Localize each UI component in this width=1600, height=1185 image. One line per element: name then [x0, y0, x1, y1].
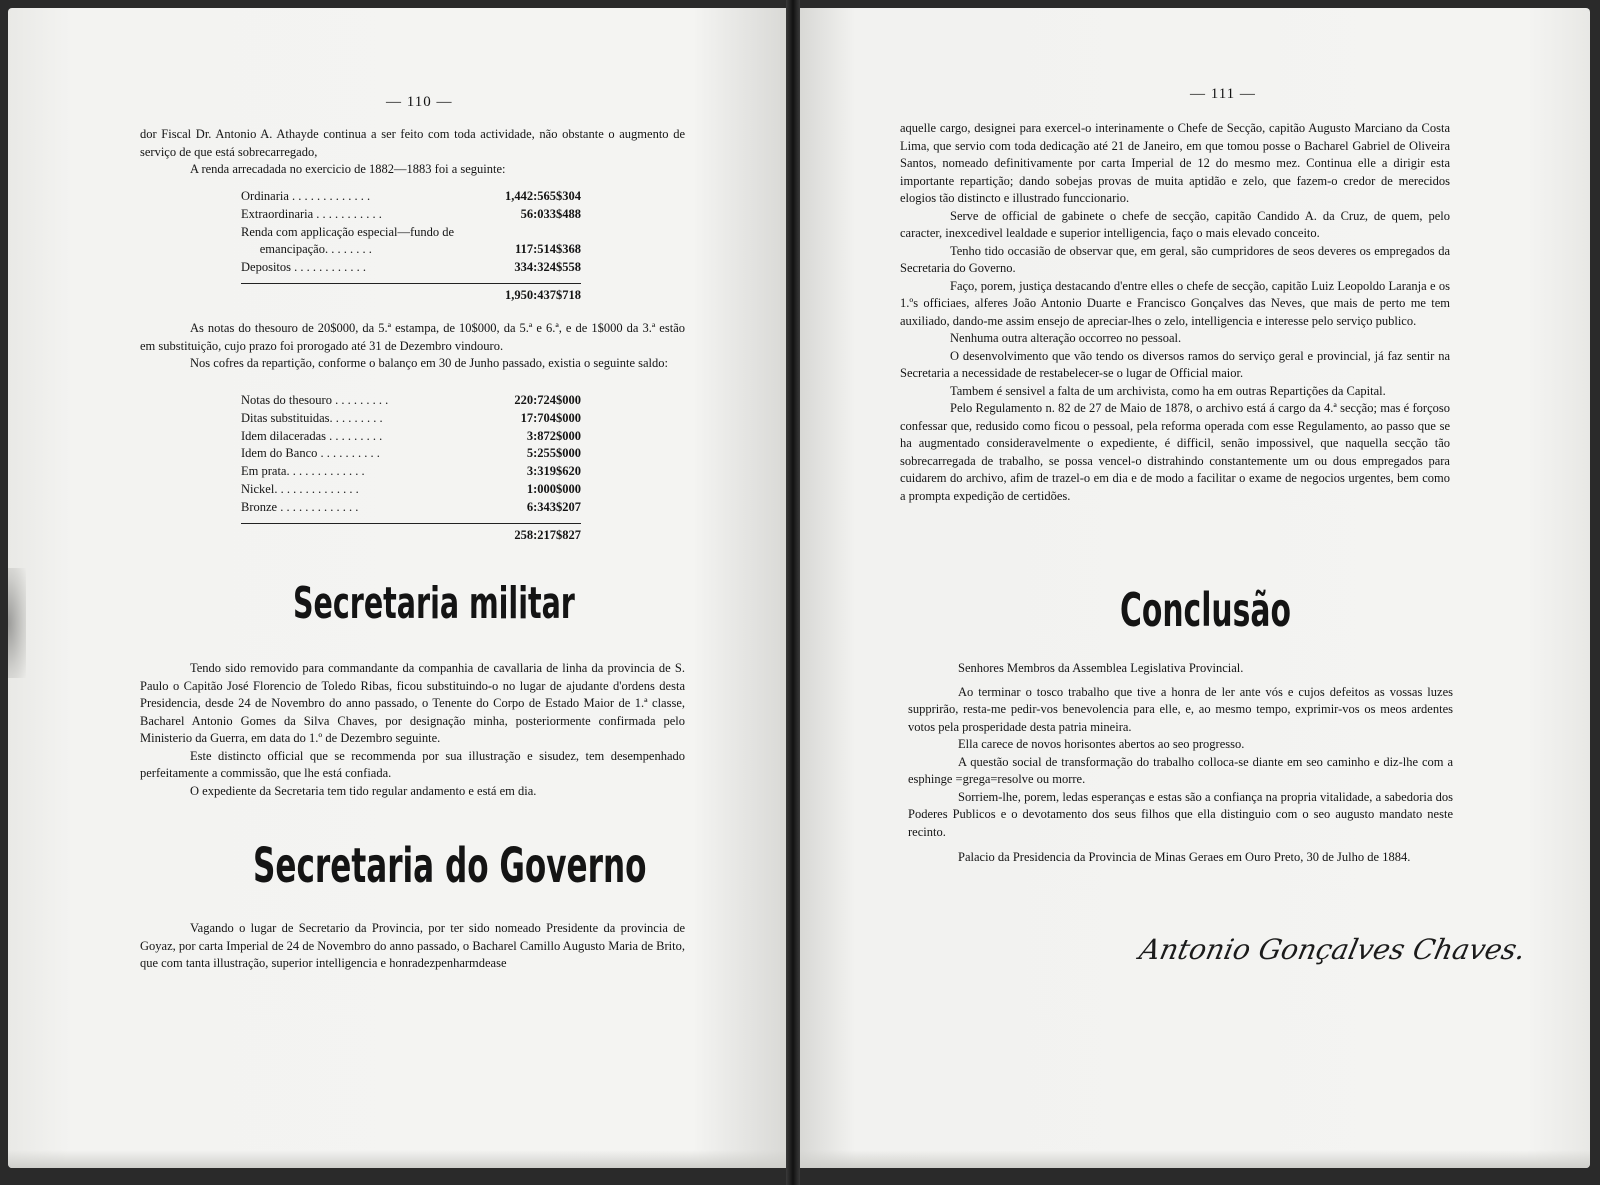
- page-bottom-shadow: [8, 1150, 786, 1168]
- ledger-row: [241, 463, 581, 481]
- revenue-ledger: [241, 188, 581, 305]
- notes-paragraph-2: Nos cofres da repartição, conforme o balanço em 30 de Junho passado, existia o seguinte saldo:: [190, 356, 668, 370]
- intro-paragraph-1: dor Fiscal Dr. Antonio A. Athayde continua a ser feito com toda actividade, não obstante o augmento de serviço de que está sobrecarregado,: [140, 127, 685, 159]
- ledger-row: [241, 481, 581, 499]
- ledger-value: 220:724$000: [514, 393, 581, 407]
- left-page: [8, 8, 786, 1168]
- conclusion-paragraph-4: Sorriem-lhe, porem, ledas esperanças e estas são a confiança na propria vitalidade, a sabedoria dos Poderes Publicos e o devotamento dos seus filhos que ella distinguio com o seo augusto mandato neste recinto.: [908, 789, 1453, 839]
- page-number-111: — 111 —: [1190, 86, 1256, 102]
- ledger-label: Ditas substituidas. . . . . . . . .: [241, 410, 383, 425]
- ledger-value: 6:343$207: [526, 499, 581, 514]
- government-paragraph-1: Vagando o lugar de Secretario da Provincia, por ter sido nomeado Presidente da provincia de Goyaz, por carta Imperial de 24 de Novembro do anno passado, o Bacharel Camillo Augusto Maria de Brito, que com tanta illustração, superior intelligencia e honradezpenharmdease: [140, 921, 685, 970]
- right-paragraph-3: Tenho tido occasião de observar que, em geral, são cumpridores de seos deveres os empregados da Secretaria do Governo.: [900, 243, 1450, 275]
- conclusion-paragraph-2: Ella carece de novos horisontes abertos ao seo progresso.: [958, 737, 1245, 751]
- ledger-row: [241, 410, 581, 428]
- ledger-label: Extraordinaria . . . . . . . . . . .: [241, 206, 382, 221]
- right-paragraph-6: O desenvolvimento que vão tendo os diversos ramos do serviço geral e provincial, já faz sentir na Secretaria a necessidade de restabelecer-se o lugar de Official maior.: [900, 348, 1450, 380]
- ledger-label: Depositos . . . . . . . . . . . .: [241, 260, 366, 275]
- right-page-text: [900, 120, 1450, 505]
- right-paragraph-1: aquelle cargo, designei para exercel-o interinamente o Chefe de Secção, capitão Augusto Marciano da Costa Lima, que servio com toda dedicação até 21 de Janeiro, em que tomou posse o Bacharel Gabriel de Oliveira Santos, nomeado definitivamente por carta Imperial de 12 do mesmo mez. Continua elle a dirigir esta importante repartição; dando sobejas provas de muita aptidão e zelo, que fazem-o credor de merecidos elogios tão distincto e illustrado funccionario.: [900, 121, 1450, 205]
- military-section-text: [140, 660, 685, 800]
- revenue-total: 1,950:437$718: [504, 287, 581, 302]
- ledger-label: Bronze . . . . . . . . . . . . .: [241, 499, 359, 514]
- right-paragraph-4: Faço, porem, justiça destacando d'entre elles o chefe de secção, capitão Luiz Leopoldo Laranja e os 1.ºs officiaes, alferes João Antonio Duarte e Francisco Gonçalves das Neves, que mais de perto me tem auxiliado, dando-me assim ensejo de apreciar-lhes o zelo, intelligencia e interesse pelo serviço publico.: [900, 278, 1450, 328]
- conclusion-text: [908, 660, 1453, 867]
- signature: Antonio Gonçalves Chaves.: [1136, 933, 1529, 966]
- ledger-row: [241, 188, 581, 206]
- right-paragraph-8: Pelo Regulamento n. 82 de 27 de Maio de 1878, o archivo está á cargo da 4.ª secção; mas é forçoso confessar que, redusido como ficou o pessoal, pela reforma operada com esse Regulamento, ao passo que se ha augmentado consideravelmente o expediente, é difficil, senão impossivel, que naquella secção tão sobrecarregada de trabalho, se possa vencel-o distrahindo constantemente um ou dous empregados para cuidarem do archivo, afim de trazel-o em dia e de modo a facilitar o exame de negocios urgentes, bem como a prompta expedição de certidões.: [900, 401, 1450, 503]
- right-paragraph-7: Tambem é sensivel a falta de um archivista, como ha em outras Repartições da Capital.: [950, 383, 1386, 398]
- government-section-text: [140, 920, 685, 973]
- conclusion-paragraph-3: A questão social de transformação do trabalho colloca-se diante em seo caminho e diz-lhe com a esphinge =grega=resolve ou morre.: [908, 754, 1453, 786]
- ledger-value: [491, 224, 581, 242]
- ledger-label: Em prata. . . . . . . . . . . . .: [241, 464, 365, 479]
- ledger-label: Idem do Banco . . . . . . . . . .: [241, 446, 380, 461]
- military-paragraph-1: Tendo sido removido para commandante da companhia de cavallaria de linha da provincia de S. Paulo o Capitão José Florencio de Toledo Ribas, ficou substituindo-o no lugar de ajudante d'ordens desta Presidencia, desde 24 de Novembro do anno passado, o Tenente do Corpo de Estado Maior de 1.ª classe, Bacharel Antonio Gomes da Silva Chaves, por designação minha, posteriormente confirmada pelo Ministerio da Guerra, em data do 1.º de Dezembro seguinte.: [140, 661, 685, 745]
- ledger-row: [241, 224, 581, 242]
- balance-ledger: [241, 392, 581, 544]
- ledger-label: Renda com applicação especial—fundo de: [241, 224, 455, 239]
- intro-text: [140, 126, 685, 179]
- ledger-row: [241, 445, 581, 463]
- ledger-value: 3:319$620: [526, 464, 581, 479]
- ledger-row: [241, 206, 581, 224]
- ledger-row: [241, 259, 581, 277]
- ledger-total-row: [241, 523, 581, 545]
- notes-paragraph-1: As notas do thesouro de 20$000, da 5.ª estampa, de 10$000, da 5.ª e 6.ª, e de 1$000 da 3.ª estão em substituição, cujo prazo foi prorogado até 31 de Dezembro vindouro.: [140, 321, 685, 353]
- ledger-value: 1:000$000: [526, 481, 581, 496]
- ledger-total-spacer: [241, 527, 491, 545]
- right-paragraph-5: Nenhuma outra alteração occorreo no pessoal.: [950, 331, 1182, 345]
- salutation: Senhores Membros da Assemblea Legislativa Provincial.: [958, 661, 1244, 675]
- military-paragraph-2: Este distincto official que se recommenda por sua illustração e sisudez, tem desempenhado perfeitamente a commissão, que lhe está confiada.: [140, 748, 685, 780]
- ledger-row: [241, 499, 581, 517]
- conclusion-paragraph-5: Palacio da Presidencia da Provincia de Minas Geraes em Ouro Preto, 30 de Julho de 1884.: [958, 850, 1411, 864]
- ledger-row: [241, 241, 581, 259]
- book-gutter: [786, 0, 800, 1185]
- ledger-label: Nickel. . . . . . . . . . . . . .: [241, 481, 359, 496]
- right-paragraph-2: Serve de official de gabinete o chefe de secção, capitão Candido A. da Cruz, de quem, pelo caracter, inexcedivel lealdade e superior intelligencia, faço o mais elevado conceito.: [900, 208, 1450, 240]
- ledger-row: [241, 392, 581, 410]
- ledger-value: 5:255$000: [526, 446, 581, 461]
- ledger-label: Ordinaria . . . . . . . . . . . . .: [241, 189, 371, 203]
- heading-secretaria-do-governo: Secretaria do Governo: [253, 838, 647, 894]
- ledger-value: 334:324$558: [514, 260, 581, 275]
- ledger-value: 117:514$368: [515, 242, 581, 257]
- balance-total: 258:217$827: [514, 527, 581, 542]
- page-edge-shadow: [8, 568, 26, 678]
- ledger-label: Idem dilaceradas . . . . . . . . .: [241, 428, 383, 443]
- ledger-row: [241, 428, 581, 446]
- conclusion-paragraph-1: Ao terminar o tosco trabalho que tive a honra de ler ante vós e cujos defeitos as vossas luzes supprirão, resta-me pedir-vos benevolencia para elle, e, ao mesmo tempo, exprimir-vos os meos ardentes votos pela prosperidade desta patria mineira.: [908, 684, 1453, 734]
- ledger-label: emancipação. . . . . . . .: [241, 242, 372, 257]
- ledger-value: 17:704$000: [520, 410, 581, 425]
- page-bottom-shadow: [800, 1150, 1590, 1168]
- notes-text: [140, 320, 685, 373]
- page-number-110: — 110 —: [386, 94, 453, 110]
- heading-conclusao: Conclusão: [1120, 583, 1291, 637]
- ledger-value: 56:033$488: [520, 206, 581, 221]
- right-page: [800, 8, 1590, 1168]
- ledger-total-spacer: [241, 287, 491, 305]
- ledger-label: Notas do thesouro . . . . . . . . .: [241, 393, 389, 407]
- military-paragraph-3: O expediente da Secretaria tem tido regular andamento e está em dia.: [190, 783, 537, 798]
- ledger-total-row: [241, 283, 581, 305]
- intro-paragraph-2: A renda arrecadada no exercicio de 1882—1883 foi a seguinte:: [190, 162, 506, 176]
- ledger-value: 1,442:565$304: [504, 189, 581, 203]
- heading-secretaria-militar: Secretaria militar: [293, 578, 575, 629]
- ledger-value: 3:872$000: [526, 428, 581, 443]
